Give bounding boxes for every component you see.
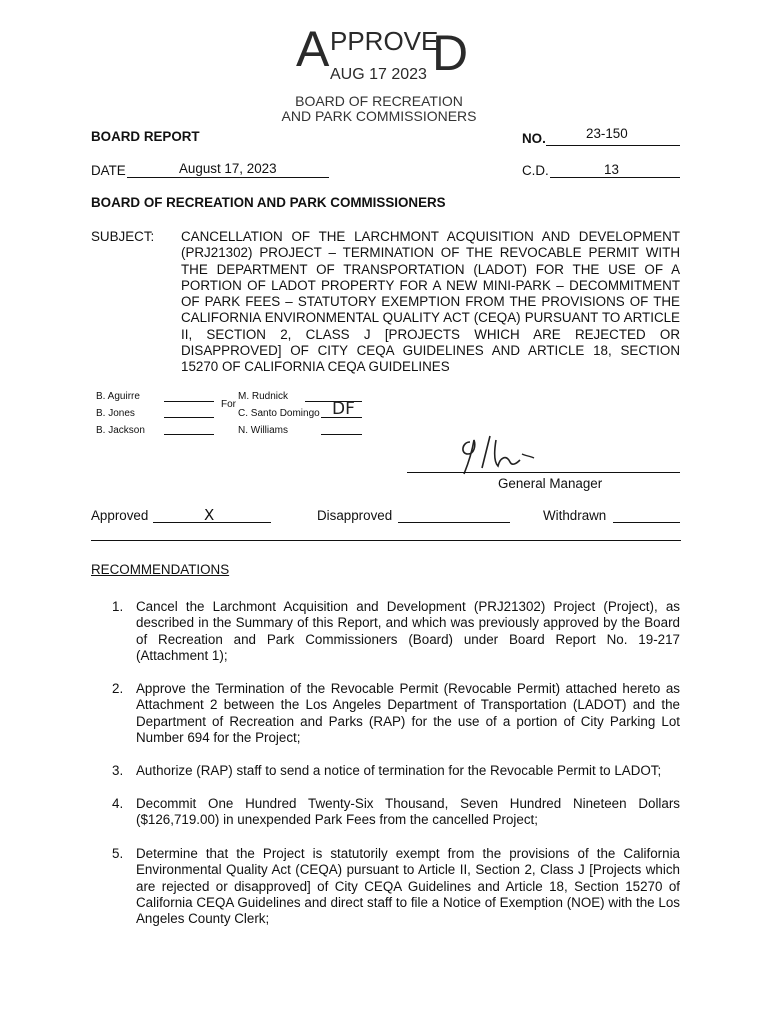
board-report-label: BOARD REPORT [91,129,200,144]
list-item-number: 2. [112,681,124,696]
stamp-board-line1: BOARD OF RECREATION [295,93,463,109]
report-number-label: NO. [522,131,546,146]
report-number-value: 23-150 [586,126,628,141]
handwritten-initials: DF [332,399,355,419]
commissioner-name: M. Rudnick [238,391,289,402]
list-item [112,681,680,746]
subject-label: SUBJECT: [91,229,155,244]
disapproved-line [398,508,510,523]
disapproved-label: Disapproved [317,508,393,523]
signer-title: General Manager [498,476,603,491]
list-item-number: 5. [112,846,124,861]
stamp-board-line2: AND PARK COMMISSIONERS [281,108,477,124]
commissioner-name: B. Jackson [96,425,145,436]
list-item-number: 1. [112,599,124,614]
initial-line [164,422,214,435]
approved-mark: X [204,506,215,524]
addressee: BOARD OF RECREATION AND PARK COMMISSIONERS [91,195,446,210]
cd-label: C.D. [522,163,549,178]
stamp-letter-a: A [296,21,330,77]
initial-line [164,405,214,418]
initial-line [164,389,214,402]
recommendations-heading: RECOMMENDATIONS [91,562,230,577]
list-item [112,796,680,829]
commissioner-name: C. Santo Domingo [238,408,320,419]
list-item [112,763,680,779]
section-divider [91,540,681,541]
stamp-letter-d: D [432,25,469,81]
approved-label: Approved [91,508,149,523]
commissioner-name: N. Williams [238,425,288,436]
list-item-number: 4. [112,796,124,811]
commissioner-name: B. Jones [96,408,135,419]
date-label: DATE [91,163,126,178]
list-item-text: Cancel the Larchmont Acquisition and Development (PRJ21302) Project (Project), as described in the Summary of this Report, and which was previously approved by the Board of Recreation and Park Commissioners (Board) under Board Report No. 19-217 (Attachment 1); [136,599,680,663]
commissioner-name: B. Aguirre [96,391,140,402]
cd-value: 13 [604,162,619,177]
list-item [112,846,680,927]
list-item-number: 3. [112,763,124,778]
list-item-text: Approve the Termination of the Revocable Permit (Revocable Permit) attached hereto as Attachment 2 between the Los Angeles Department of Transportation (LADOT) and the Department of Recreation and Parks (RAP) for the use of a portion of City Parking Lot Number 694 for the Project; [136,681,680,745]
list-item [112,599,680,664]
subject-text: CANCELLATION OF THE LARCHMONT ACQUISITION AND DEVELOPMENT (PRJ21302) PROJECT – TERMINATION OF THE REVOCABLE PERMIT WITH THE DEPARTMENT OF TRANSPORTATION (LADOT) FOR THE USE OF A PORTION OF LADOT PROPERTY FOR A NEW MINI-PARK – DECOMMITMENT OF PARK FEES – STATUTORY EXEMPTION FROM THE PROVISIONS OF THE CALIFORNIA ENVIRONMENTAL QUALITY ACT (CEQA) PURSUANT TO ARTICLE II, SECTION 2, CLASS J [PROJECTS WHICH ARE REJECTED OR DISAPPROVED] OF CITY CEQA GUIDELINES AND ARTICLE 18, SECTION 15270 OF CALIFORNIA CEQA GUIDELINES [181,229,680,375]
signature-line [407,458,680,473]
withdrawn-label: Withdrawn [543,508,607,523]
list-item-text: Authorize (RAP) staff to send a notice of termination for the Revocable Permit to LADOT; [136,763,662,778]
initial-line [321,422,362,435]
list-item-text: Decommit One Hundred Twenty-Six Thousand, Seven Hundred Nineteen Dollars ($126,719.00) in unexpended Park Fees from the cancelled Project; [136,796,680,828]
withdrawn-line [613,508,680,523]
list-item-text: Determine that the Project is statutorily exempt from the provisions of the California Environmental Quality Act (CEQA) pursuant to Article II, Section 2, Class J [Projects which are rejected or disapproved] of City CEQA Guidelines and Article 18, Section 15270 of California CEQA Guidelines and direct staff to file a Notice of Exemption (NOE) with the Los Angeles County Clerk; [136,846,680,927]
date-value: August 17, 2023 [179,161,277,176]
stamp-word: PPROVE [330,26,439,56]
for-label: For [221,399,236,410]
stamp-date: AUG 17 2023 [330,66,427,83]
